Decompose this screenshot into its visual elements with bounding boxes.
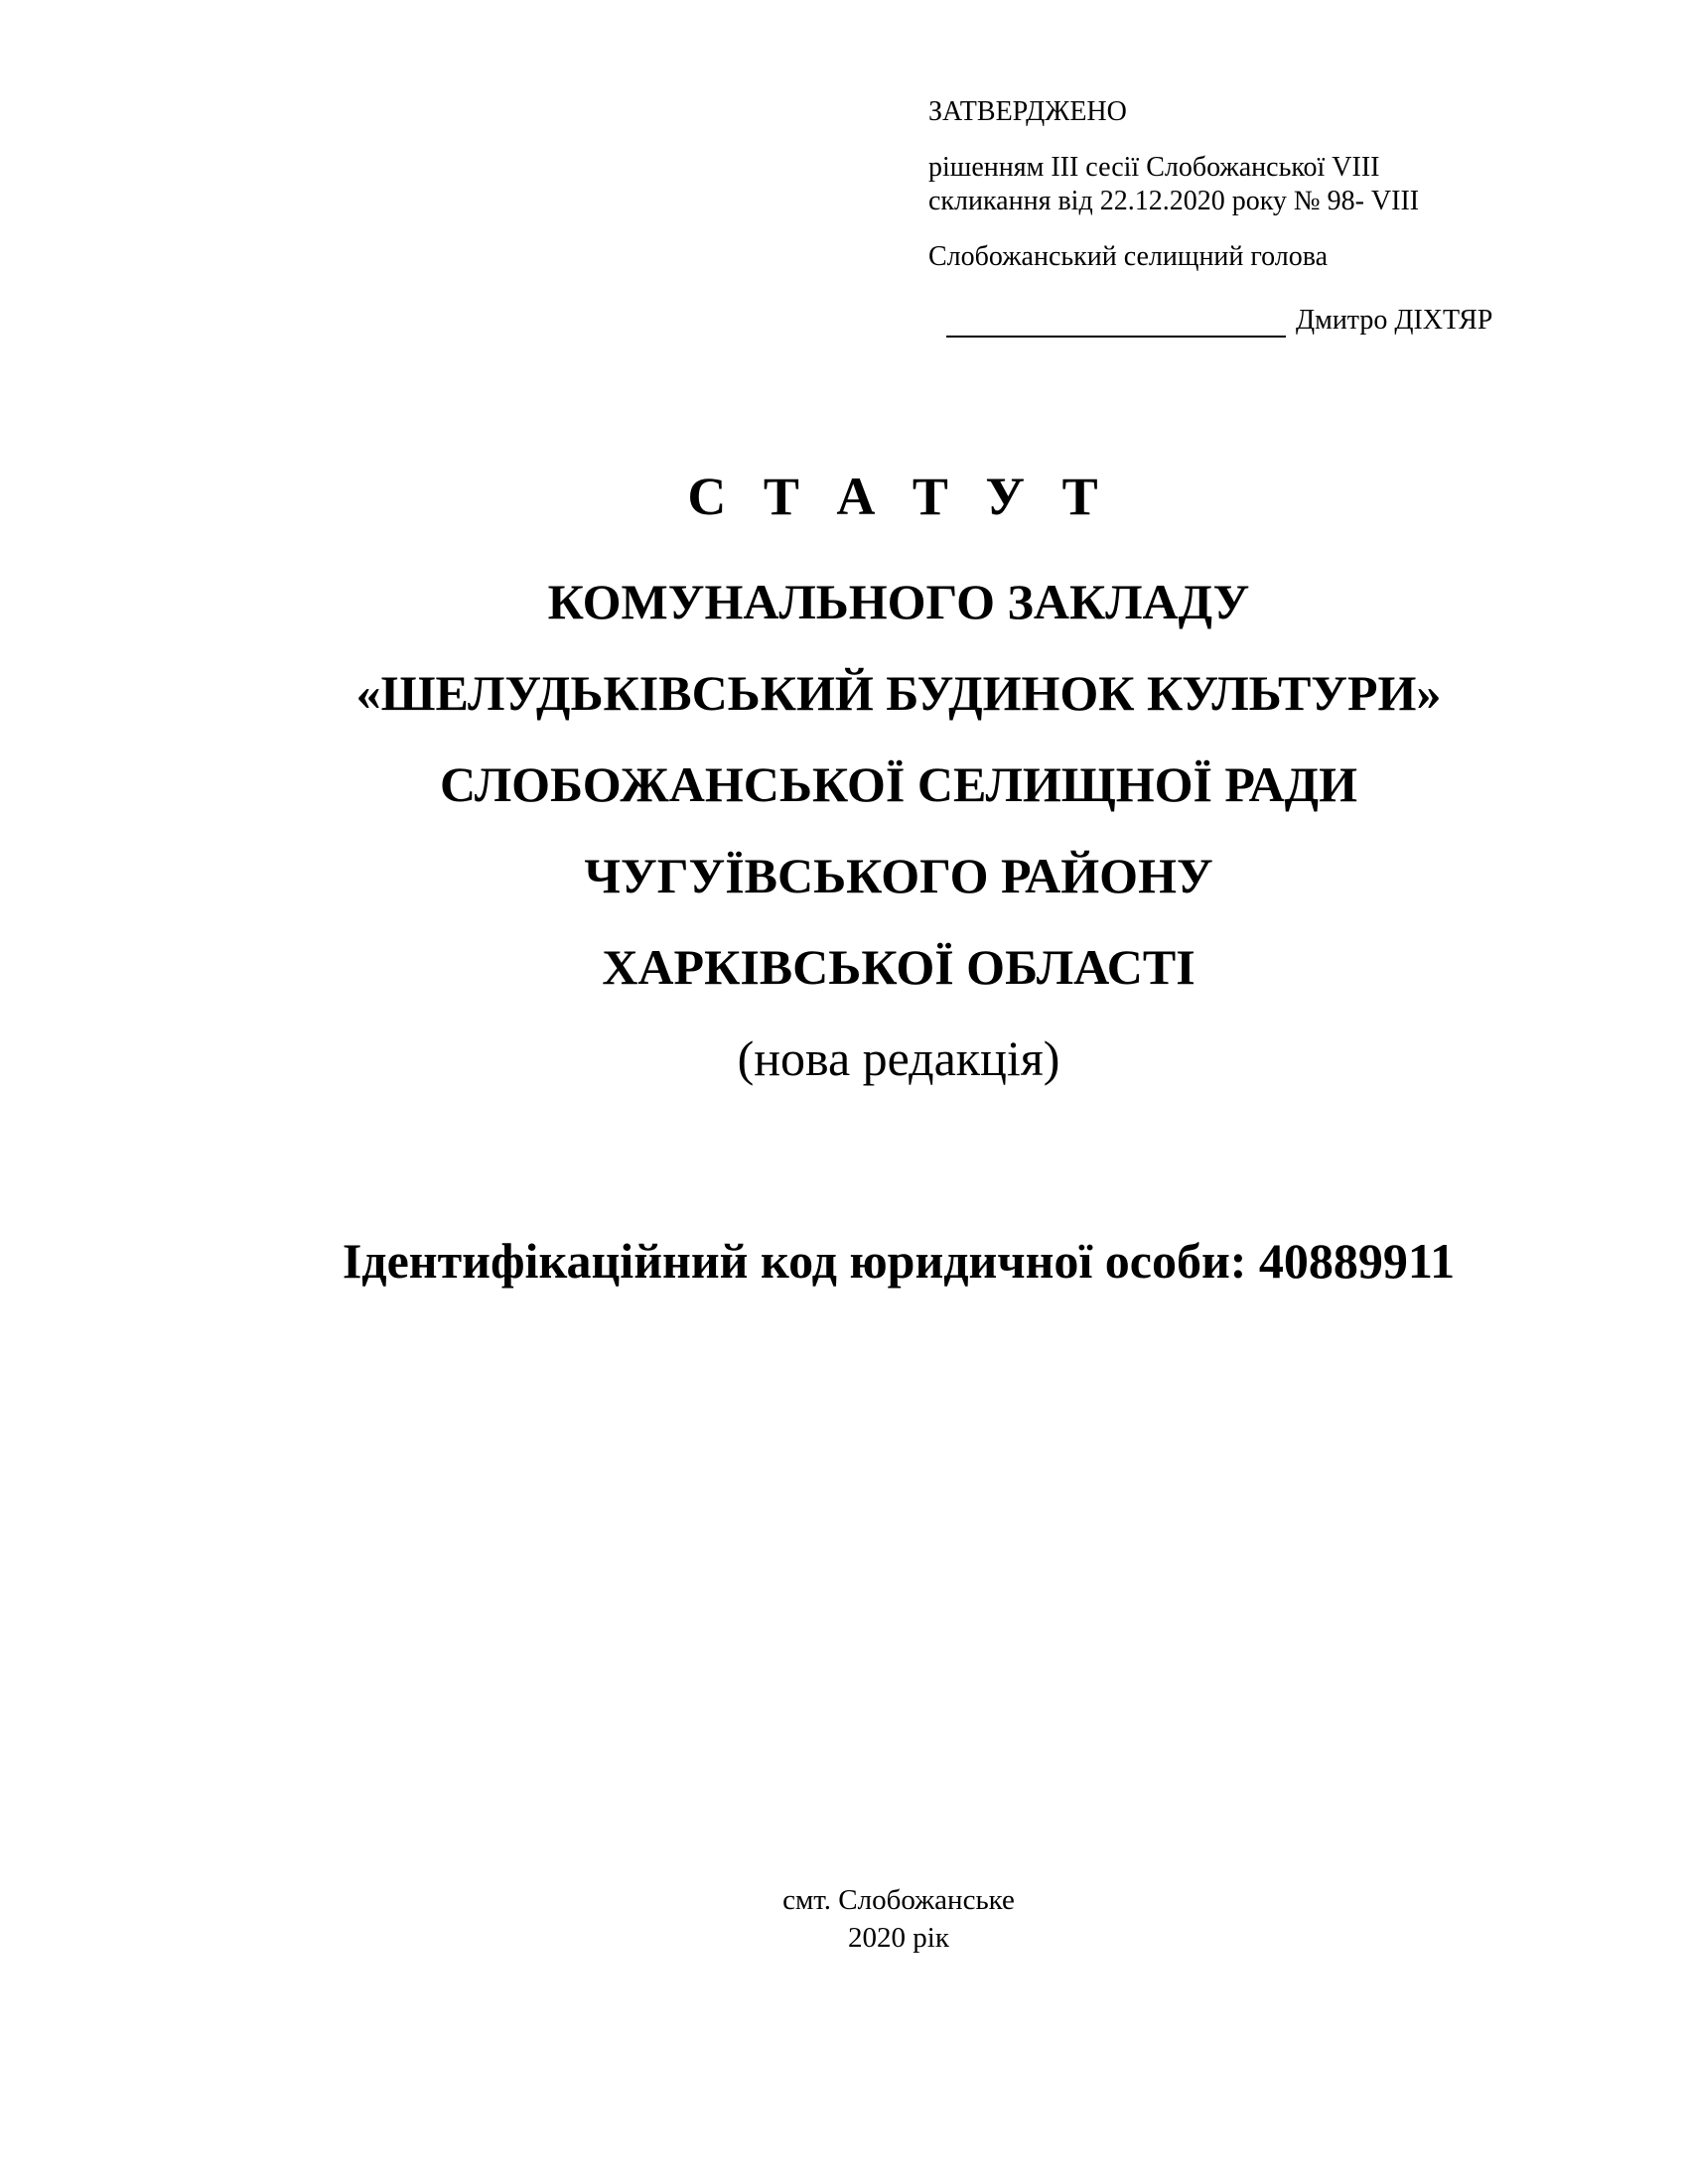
title-line-5: ХАРКІВСЬКОЇ ОБЛАСТІ <box>602 939 1196 995</box>
title-line-3: СЛОБОЖАНСЬКОЇ СЕЛИЩНОЇ РАДИ <box>440 756 1357 812</box>
signature-line <box>946 312 1286 338</box>
footer <box>0 1881 1688 1957</box>
title-line-1: КОМУНАЛЬНОГО ЗАКЛАДУ <box>547 574 1250 629</box>
approval-block <box>928 95 1544 338</box>
approval-stamp: ЗАТВЕРДЖЕНО <box>928 96 1127 127</box>
approval-decision <box>928 151 1544 218</box>
approval-decision-line-2: скликання від 22.12.2020 року № 98- VIII <box>928 186 1420 216</box>
edition-note: (нова редакція) <box>737 1030 1060 1086</box>
footer-year: 2020 рік <box>848 1922 949 1954</box>
footer-place: смт. Слобожанське <box>782 1884 1015 1916</box>
signatory-name: Дмитро ДІХТЯР <box>1296 305 1493 336</box>
approval-head-title: Слобожанський селищний голова <box>928 241 1329 272</box>
document-title-block <box>0 467 1688 1104</box>
legal-entity-code: Ідентифікаційний код юридичної особи: 40889911 <box>342 1233 1456 1289</box>
approval-signature <box>928 304 1544 338</box>
approval-decision-line-1: рішенням ІІІ сесії Слобожанської VІІІ <box>928 152 1380 183</box>
title-line-2: «ШЕЛУДЬКІВСЬКИЙ БУДИНОК КУЛЬТУРИ» <box>355 665 1442 721</box>
document-title: С Т А Т У Т <box>687 467 1110 526</box>
title-line-4: ЧУГУЇВСЬКОГО РАЙОНУ <box>584 848 1213 903</box>
